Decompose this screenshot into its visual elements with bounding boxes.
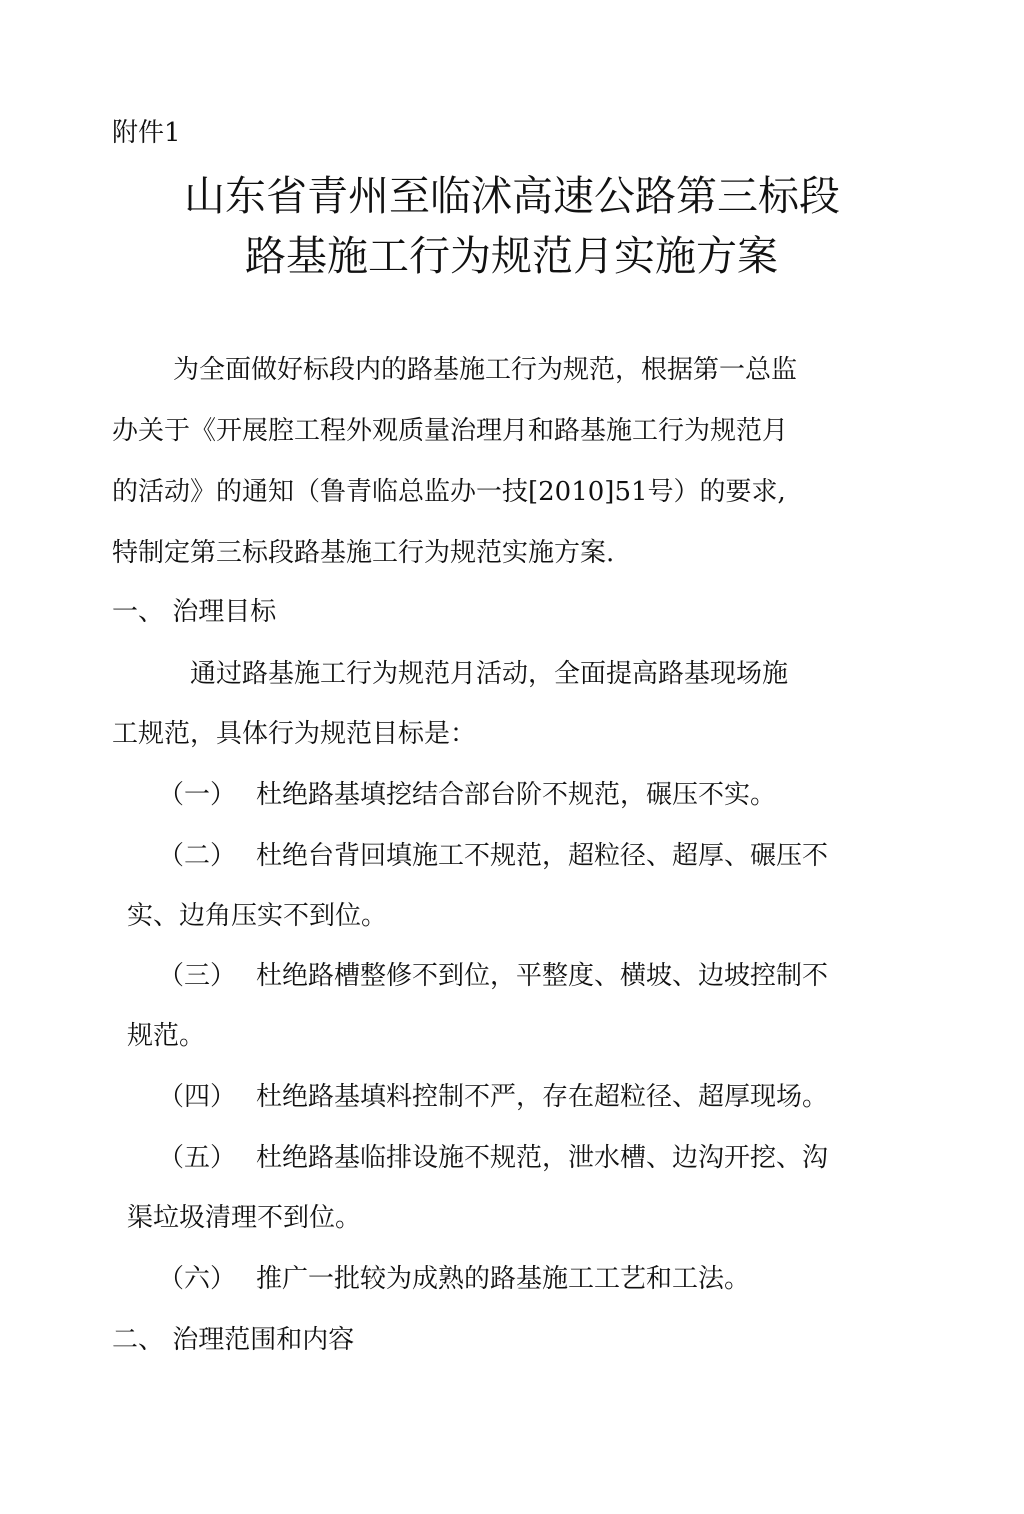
goal-item-2	[158, 838, 828, 874]
section-2-heading: 二、 治理范围和内容	[112, 1325, 355, 1355]
goal-item-number: （三）	[158, 961, 237, 991]
intro-line-4: 特制定第三标段路基施工行为规范实施方案.	[112, 538, 615, 568]
goal-item-number: （四）	[158, 1082, 237, 1112]
goal-item-6	[158, 1261, 750, 1297]
section-1-para-line-2: 工规范，具体行为规范目标是：	[112, 719, 477, 749]
goal-item-5-continuation: 渠垃圾清理不到位。	[127, 1203, 362, 1233]
goal-item-2-continuation: 实、边角压实不到位。	[127, 901, 388, 931]
goal-item-text: 推广一批较为成熟的路基施工工艺和工法。	[256, 1264, 751, 1294]
intro-line-1: 为全面做好标段内的路基施工行为规范，根据第一总监	[173, 355, 798, 385]
goal-item-text: 杜绝路基临排设施不规范，泄水槽、边沟开挖、沟	[256, 1143, 829, 1173]
goal-item-text: 杜绝路基填挖结合部台阶不规范，碾压不实。	[256, 780, 777, 810]
attachment-label: 附件1	[112, 118, 181, 148]
goal-item-3-continuation: 规范。	[127, 1021, 206, 1051]
goal-item-number: （一）	[158, 780, 237, 810]
goal-item-3	[158, 958, 828, 994]
section-1-heading: 一、 治理目标	[112, 597, 277, 627]
section-1-para-line-1: 通过路基施工行为规范月活动，全面提高路基现场施	[190, 659, 789, 689]
goal-item-number: （五）	[158, 1143, 237, 1173]
goal-item-1	[158, 777, 776, 813]
goal-item-text: 杜绝路槽整修不到位，平整度、横坡、边坡控制不	[256, 961, 829, 991]
goal-item-5	[158, 1140, 828, 1176]
goal-item-number: （二）	[158, 841, 237, 871]
intro-line-2: 办关于《开展腔工程外观质量治理月和路基施工行为规范月	[112, 416, 789, 446]
document-title-line-2: 路基施工行为规范月实施方案	[245, 232, 778, 280]
goal-item-text: 杜绝台背回填施工不规范，超粒径、超厚、碾压不	[256, 841, 829, 871]
document-title-line-1: 山东省青州至临沭高速公路第三标段	[184, 172, 840, 220]
goal-item-4	[158, 1079, 828, 1115]
intro-line-3: 的活动》的通知（鲁青临总监办一技[2010]51号）的要求,	[112, 477, 786, 507]
goal-item-text: 杜绝路基填料控制不严，存在超粒径、超厚现场。	[256, 1082, 829, 1112]
goal-item-number: （六）	[158, 1264, 237, 1294]
